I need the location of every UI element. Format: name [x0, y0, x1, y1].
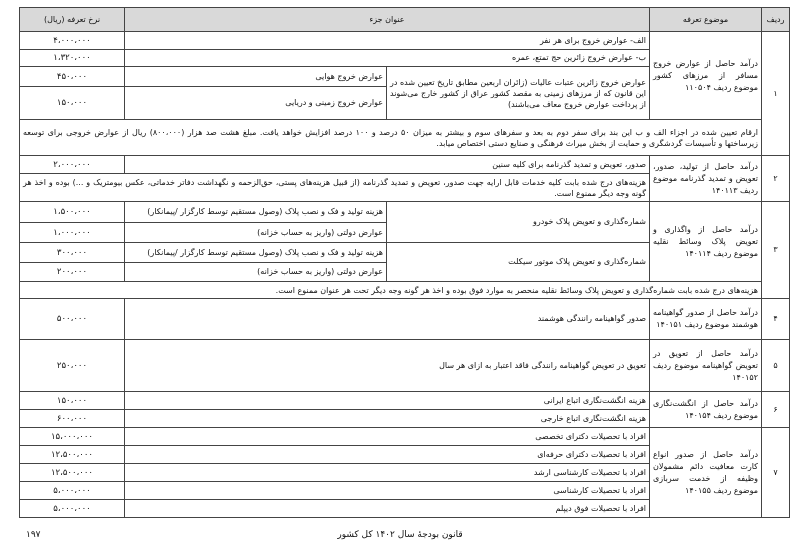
row-number: ۳ [762, 202, 790, 299]
item-title: صدور گواهینامه رانندگی هوشمند [125, 299, 650, 340]
table-row [20, 299, 790, 340]
item-subtitle: عوارض خروج زمینی و دریایی [125, 87, 387, 120]
row-note: ارقام تعیین شده در اجزاء الف و ب این بند برای سفر دوم به بعد و سفرهای سوم و بیشتر به میزان ۵۰ درصد و ۱۰۰ درصد افزایش خواهد یافت. مبلغ هشت صد هزار (۸۰۰،۰۰۰) ریال از عوارض خروجی برای توسعه زیرساختها و تأسیسات گردشگری و حمایت از بخش میراث فرهنگی و صنایع دستی اختصاص میابد. [20, 120, 762, 156]
item-title: شماره‌گذاری و تعویض پلاک موتور سیکلت [387, 243, 650, 282]
row-number: ۴ [762, 299, 790, 340]
rate-value: ۳۰۰،۰۰۰ [20, 243, 125, 263]
row-number: ۷ [762, 428, 790, 518]
item-title: افراد با تحصیلات فوق دیپلم [125, 500, 650, 518]
item-title: افراد با تحصیلات کارشناسی [125, 482, 650, 500]
item-subtitle: هزینه تولید و فک و نصب پلاک (وصول مستقیم توسط کارگزار /پیمانکار) [125, 243, 387, 263]
item-title: شماره‌گذاری و تعویض پلاک خودرو [387, 202, 650, 243]
row-number: ۲ [762, 156, 790, 202]
table-row [20, 202, 790, 223]
item-title: صدور، تعویض و تمدید گذرنامه برای کلیه سنین [125, 156, 650, 174]
rate-value: ۱۵۰،۰۰۰ [20, 392, 125, 410]
rate-value: ۱،۳۲۰،۰۰۰ [20, 50, 125, 67]
item-title: عوارض خروج زائرین عتبات عالیات (زائران اربعین مطابق تاریخ تعیین شده در این قانون که از مرزهای زمینی به مقصد کشور عراق از کشور خارج می‌شوند از پرداخت عوارض خروج معاف می‌باشند) [387, 67, 650, 120]
rate-value: ۵،۰۰۰،۰۰۰ [20, 482, 125, 500]
table-row [20, 156, 790, 174]
item-title: افراد با تحصیلات دکترای تخصصی [125, 428, 650, 446]
tariff-subject: درآمد حاصل از عوارض خروج مسافر از مرزهای کشور موضوع ردیف ۱۱۰۵۰۴ [650, 32, 762, 120]
rate-value: ۵۰۰،۰۰۰ [20, 299, 125, 340]
rate-value: ۵،۰۰۰،۰۰۰ [20, 500, 125, 518]
item-title: افراد با تحصیلات دکترای حرفه‌ای [125, 446, 650, 464]
tariff-subject: درآمد حاصل از واگذاری و تعویض پلاک وسائط نقلیه موضوع ردیف ۱۴۰۱۱۴ [650, 202, 762, 282]
table-row [20, 428, 790, 446]
row-number: ۱ [762, 32, 790, 156]
rate-value: ۲،۰۰۰،۰۰۰ [20, 156, 125, 174]
rate-value: ۴۵۰،۰۰۰ [20, 67, 125, 87]
rate-value: ۶۰۰،۰۰۰ [20, 410, 125, 428]
table-row [20, 120, 790, 156]
row-number: ۵ [762, 340, 790, 392]
row-note: هزینه‌های درج شده بابت کلیه خدمات قابل ارایه جهت صدور، تعویض و تمدید گذرنامه (از قبیل هزینه‌های پستی، حق‌الزحمه و نگهداشت دفاتر خدماتی، عکس بیومتریک و ...) بوده و اخذ هر گونه وجه دیگر ممنوع است. [20, 174, 650, 202]
rate-value: ۱،۰۰۰،۰۰۰ [20, 223, 125, 243]
tariff-subject: درآمد حاصل از تعویق در تعویض گواهینامه موضوع ردیف ۱۴۰۱۵۲ [650, 340, 762, 392]
item-subtitle: عوارض دولتی (واریز به حساب خزانه) [125, 263, 387, 282]
rate-value: ۱۵،۰۰۰،۰۰۰ [20, 428, 125, 446]
item-subtitle: عوارض خروج هوایی [125, 67, 387, 87]
item-subtitle: عوارض دولتی (واریز به حساب خزانه) [125, 223, 387, 243]
item-title: الف- عوارض خروج برای هر نفر [125, 32, 650, 50]
rate-value: ۲۰۰،۰۰۰ [20, 263, 125, 282]
row-number: ۶ [762, 392, 790, 428]
page-number: ۱۹۷ [26, 530, 41, 540]
table-row [20, 340, 790, 392]
rate-value: ۴،۰۰۰،۰۰۰ [20, 32, 125, 50]
header-row-no: ردیف [762, 8, 790, 32]
item-title: ب- عوارض خروج زائرین حج تمتع، عمره [125, 50, 650, 67]
item-title: هزینه انگشت‌نگاری اتباع ایرانی [125, 392, 650, 410]
page-footer [0, 530, 800, 544]
tariff-subject: درآمد حاصل از انگشت‌نگاری موضوع ردیف ۱۴۰۱۵۴ [650, 392, 762, 428]
rate-value: ۱،۵۰۰،۰۰۰ [20, 202, 125, 223]
footer-title: قانون بودجهٔ سال ۱۴۰۲ کل کشور [337, 530, 463, 540]
table-row [20, 32, 790, 50]
header-tariff-subject: موضوع تعرفه [650, 8, 762, 32]
table-row [20, 392, 790, 410]
row-note: هزینه‌های درج شده بابت شماره‌گذاری و تعویض پلاک وسائط نقلیه منحصر به موارد فوق بوده و اخذ هر گونه وجه دیگر تحت هر عنوان ممنوع است. [20, 282, 762, 299]
tariff-table [19, 7, 790, 518]
rate-value: ۱۵۰،۰۰۰ [20, 87, 125, 120]
rate-value: ۱۲،۵۰۰،۰۰۰ [20, 446, 125, 464]
rate-value: ۲۵۰،۰۰۰ [20, 340, 125, 392]
item-title: افراد با تحصیلات کارشناسی ارشد [125, 464, 650, 482]
rate-value: ۱۲،۵۰۰،۰۰۰ [20, 464, 125, 482]
header-rate: نرخ تعرفه (ریال) [20, 8, 125, 32]
tariff-subject: درآمد حاصل از صدور انواع کارت معافیت دائم مشمولان وظیفه از خدمت سربازی موضوع ردیف ۱۴۰۱۵۵ [650, 428, 762, 518]
table-row [20, 282, 790, 299]
header-row [20, 8, 790, 32]
item-title: تعویق در تعویض گواهینامه رانندگی فاقد اعتبار به ازای هر سال [125, 340, 650, 392]
item-subtitle: هزینه تولید و فک و نصب پلاک (وصول مستقیم توسط کارگزار /پیمانکار) [125, 202, 387, 223]
tariff-subject: درآمد حاصل از تولید، صدور، تعویض و تمدید گذرنامه موضوع ردیف ۱۴۰۱۱۳ [650, 156, 762, 202]
tariff-subject: درآمد حاصل از صدور گواهینامه هوشمند موضوع ردیف ۱۴۰۱۵۱ [650, 299, 762, 340]
header-item-title: عنوان جزء [125, 8, 650, 32]
item-title: هزینه انگشت‌نگاری اتباع خارجی [125, 410, 650, 428]
